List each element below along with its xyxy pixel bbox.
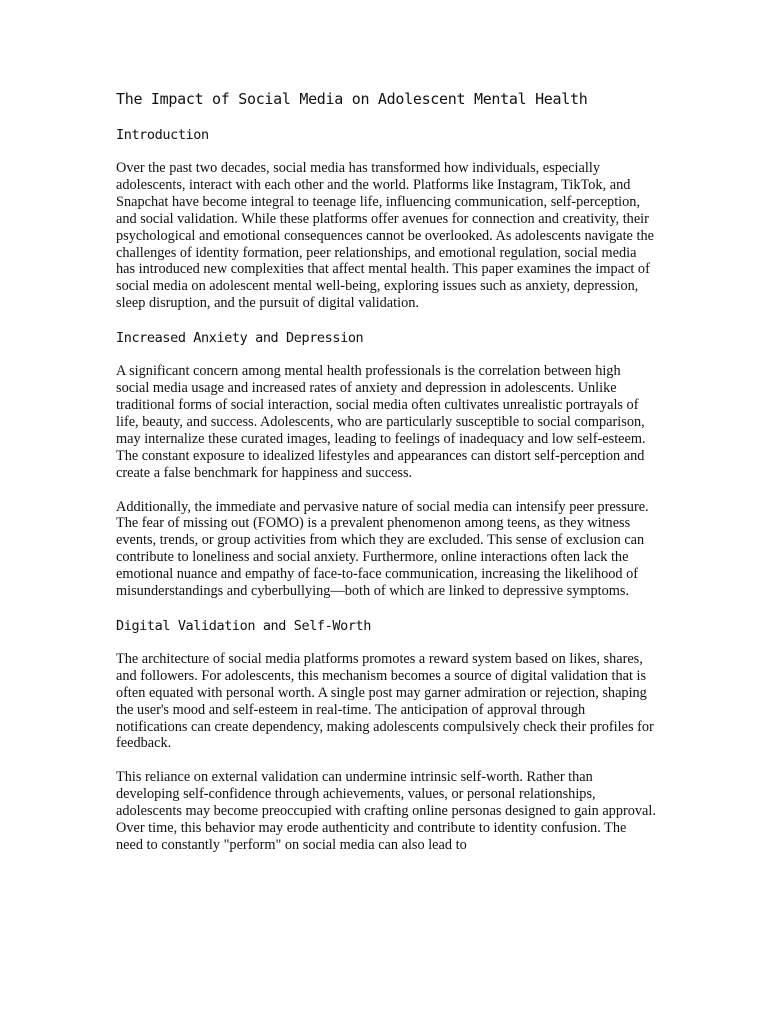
section-heading: Digital Validation and Self-Worth	[116, 617, 372, 634]
paragraph: A significant concern among mental health professionals is the correlation between high social media usage and increased rates of anxiety and depression in adolescents. Unlike traditional forms of social interaction, social media often cultivates unrealistic portrayals of life, beauty, and success. Adolescents, who are particularly susceptible to social comparison, may internalize these curated images, leading to feelings of inadequacy and low self-esteem. The constant exposure to idealized lifestyles and appearances can distort self-perception and create a false benchmark for happiness and success.	[116, 363, 646, 481]
section-heading: Increased Anxiety and Depression	[116, 330, 364, 347]
section-heading: Introduction	[116, 127, 209, 143]
section-digital-validation	[116, 617, 656, 854]
paragraph: The architecture of social media platforms promotes a reward system based on likes, shares, and followers. For adolescents, this mechanism becomes a source of digital validation that is often equated with personal worth. A single post may garner admiration or rejection, shaping the user's mood and self-esteem in real-time. The anticipation of approval through notifications can create dependency, making adolescents compulsively check their profiles for feedback.	[116, 650, 654, 752]
paragraph: Over the past two decades, social media has transformed how individuals, especially adolescents, interact with each other and the world. Platforms like Instagram, TikTok, and Snapchat have become integral to teenage life, influencing communication, self-perception, and social validation. While these platforms offer avenues for connection and creativity, their psychological and emotional consequences cannot be overlooked. As adolescents navigate the challenges of identity formation, peer relationships, and emotional regulation, social media has introduced new complexities that affect mental health. This paper examines the impact of social media on adolescent mental well-being, exploring issues such as anxiety, depression, sleep disruption, and the pursuit of digital validation.	[116, 160, 654, 312]
document-title: The Impact of Social Media on Adolescent Mental Health	[116, 90, 588, 108]
paragraph: This reliance on external validation can undermine intrinsic self-worth. Rather than developing self-confidence through achievements, values, or personal relationships, adolescents may become preoccupied with crafting online personas designed to gain approval. Over time, this behavior may erode authenticity and contribute to identity confusion. The need to constantly "perform" on social media can also lead to	[116, 769, 656, 853]
section-introduction	[116, 126, 656, 312]
document-page	[116, 89, 656, 871]
paragraph: Additionally, the immediate and pervasive nature of social media can intensify peer pressure. The fear of missing out (FOMO) is a prevalent phenomenon among teens, as they witness events, trends, or group activities from which they are excluded. This sense of exclusion can contribute to loneliness and social anxiety. Furthermore, online interactions often lack the emotional nuance and empathy of face-to-face communication, increasing the likelihood of misunderstandings and cyberbullying—both of which are linked to depressive symptoms.	[116, 498, 649, 600]
section-anxiety-depression	[116, 329, 656, 600]
